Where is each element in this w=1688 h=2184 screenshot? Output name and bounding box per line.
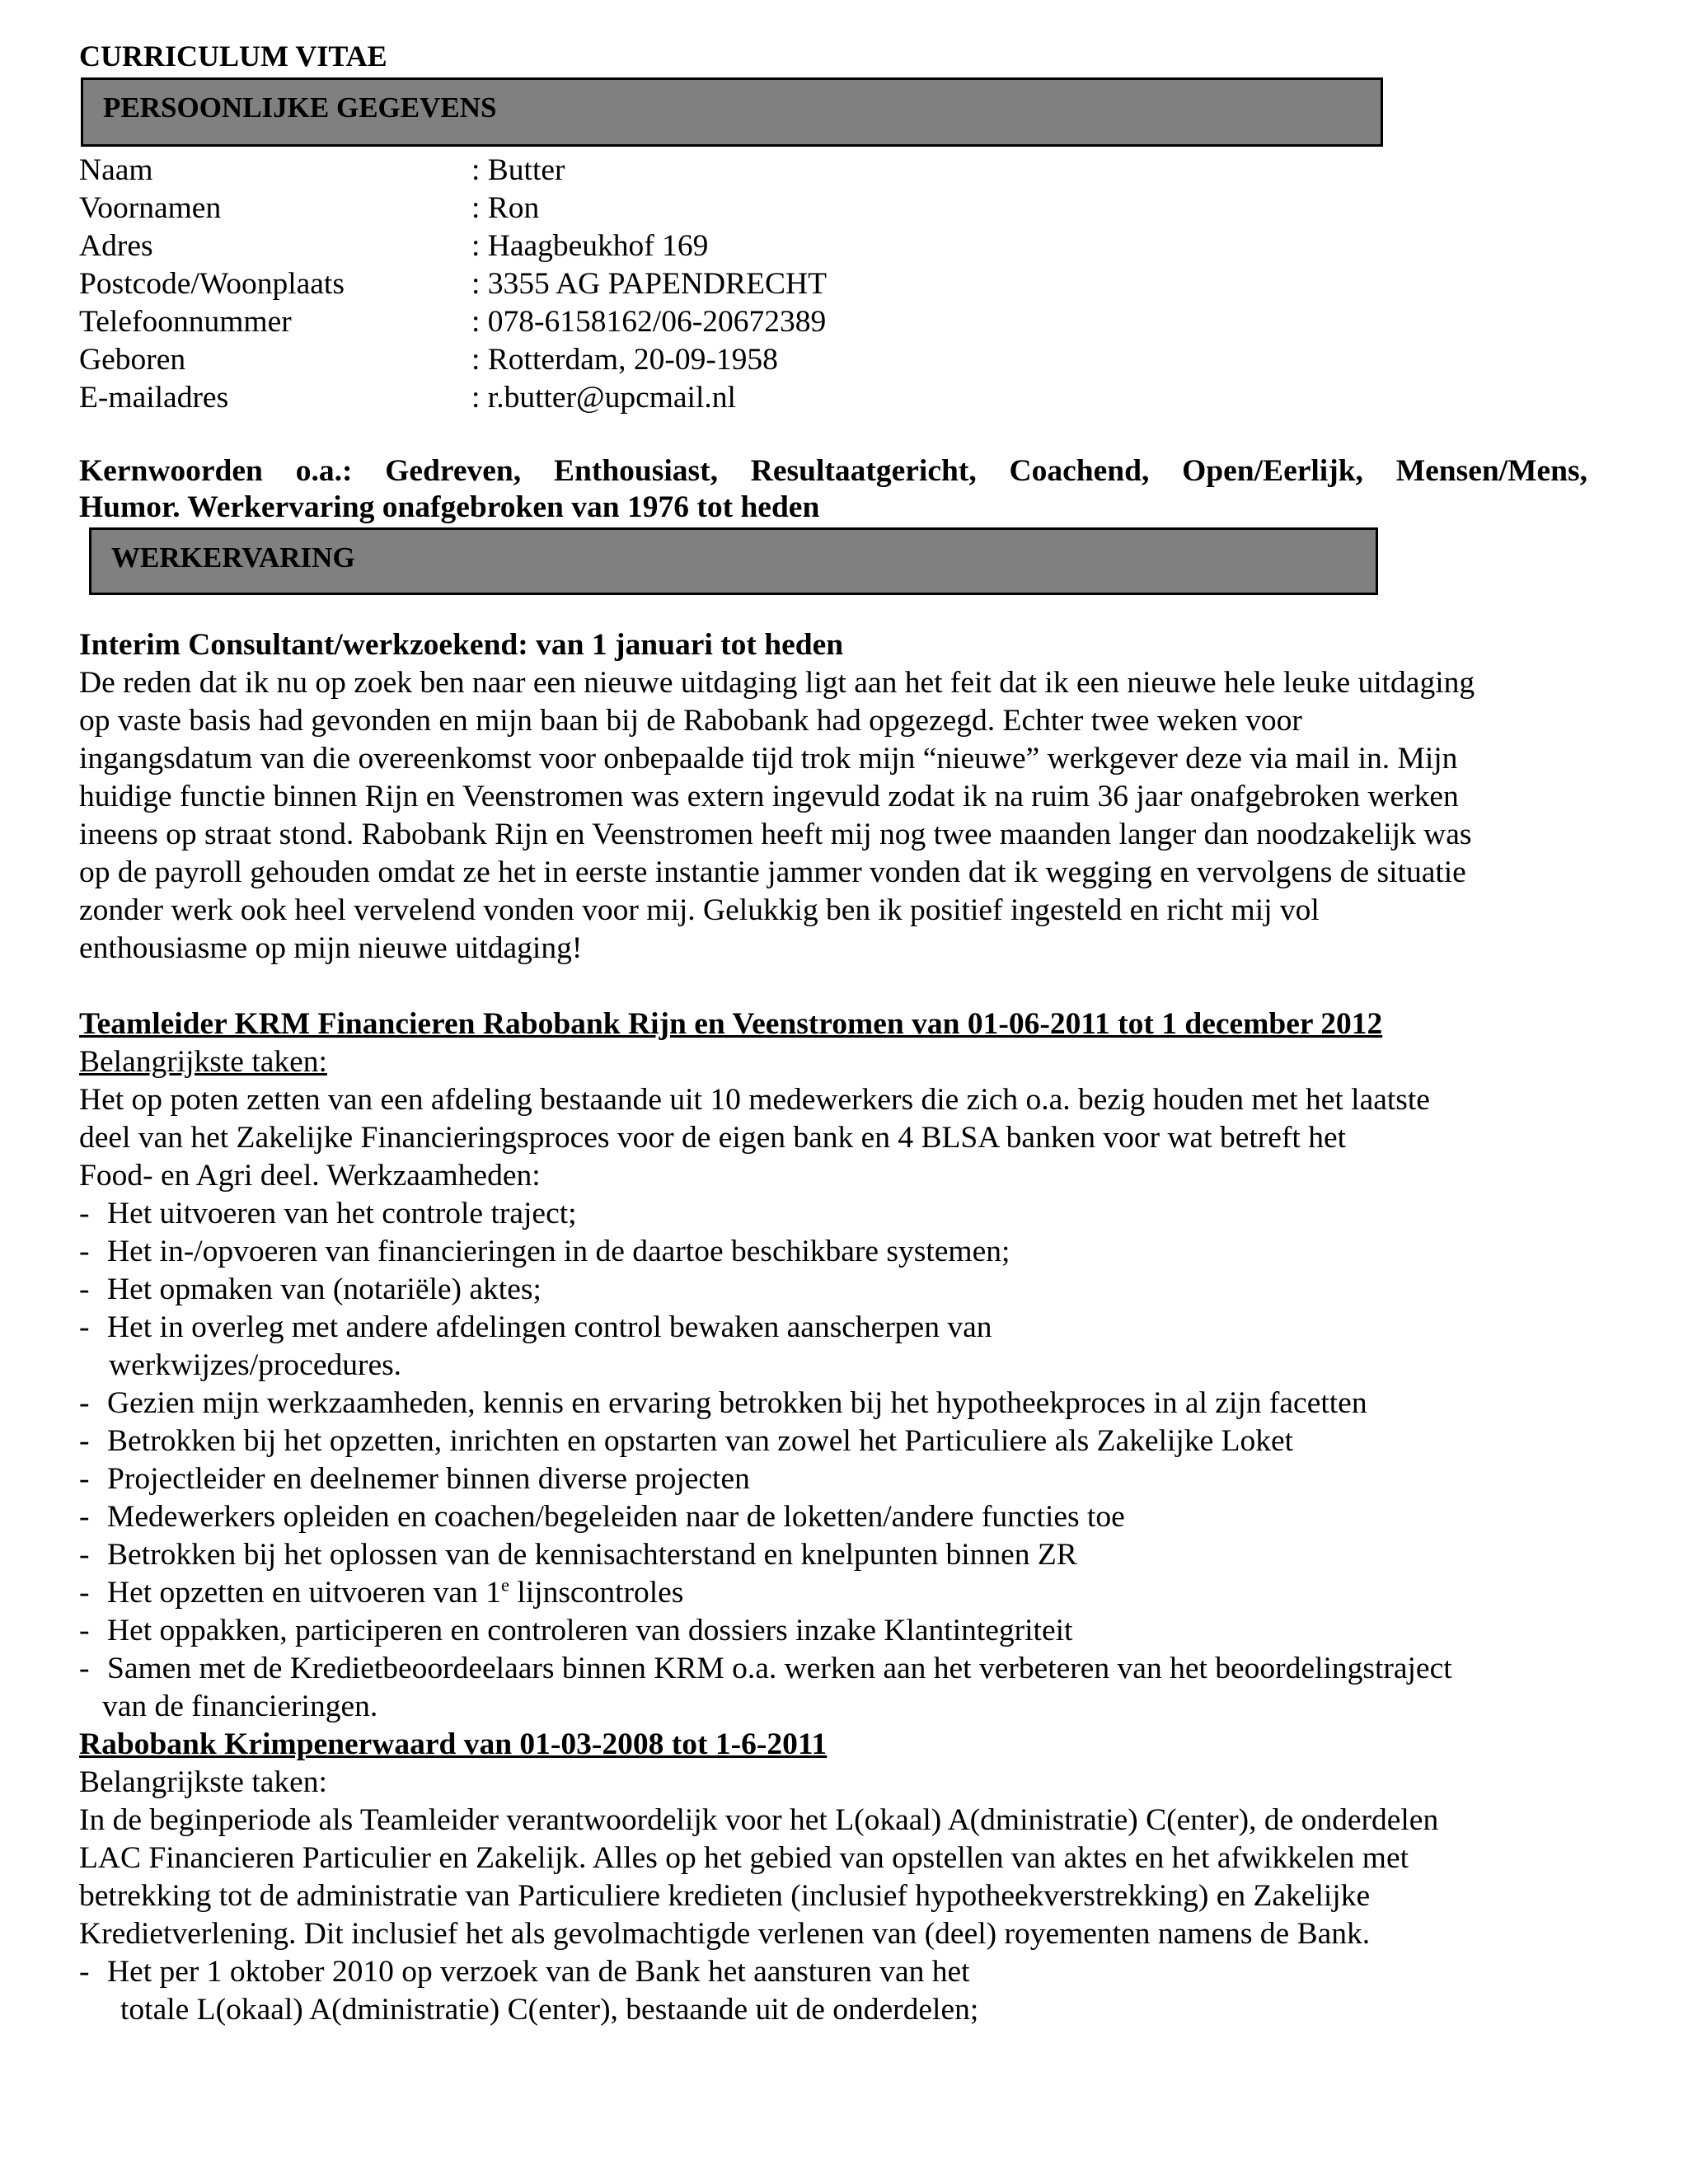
personal-row-born — [79, 341, 1587, 379]
field-value: : r.butter@upcmail.nl — [471, 381, 736, 415]
paragraph-line: Kredietverlening. Dit inclusief het als gevolmachtigde verlenen van (deel) royementen namens de Bank. — [79, 1917, 1371, 1951]
keywords — [79, 453, 1587, 526]
list-item-text: Het in-/opvoeren van financieringen in de daartoe beschikbare systemen; — [107, 1235, 1010, 1268]
list-item-text — [107, 1309, 992, 1385]
list-item-main: Het opzetten en uitvoeren van 1 — [107, 1576, 501, 1610]
tasks-heading: Belangrijkste taken: — [79, 1765, 327, 1799]
field-label: Adres — [79, 229, 153, 263]
dash: - — [79, 1652, 90, 1685]
personal-row-name — [79, 152, 1587, 190]
personal-details — [79, 152, 1587, 417]
dash: - — [79, 1538, 90, 1572]
list-item-text — [107, 1953, 978, 2029]
task-list — [79, 1195, 1587, 1726]
field-label: Postcode/Woonplaats — [79, 267, 345, 301]
list-item — [79, 1498, 1587, 1536]
dash: - — [79, 1955, 90, 1989]
field-value: : Rotterdam, 20-09-1958 — [471, 343, 778, 377]
dash: - — [79, 1310, 90, 1344]
paragraph-line: huidige functie binnen Rijn en Veenstromen was extern ingevuld zodat ik na ruim 36 jaar onafgebroken werken — [79, 780, 1459, 813]
cv-page — [79, 33, 1587, 2029]
list-item — [79, 1385, 1587, 1422]
field-label: Naam — [79, 153, 153, 187]
job-title: Teamleider KRM Financieren Rabobank Rijn en Veenstromen van 01-06-2011 tot 1 december 2012 — [79, 1007, 1383, 1041]
list-item-text: Betrokken bij het oplossen van de kennisachterstand en knelpunten binnen ZR — [107, 1538, 1077, 1572]
keywords-line-1: Kernwoorden o.a.: Gedreven, Enthousiast, Resultaatgericht, Coachend, Open/Eerlijk, Mensen/Mens, — [79, 454, 1587, 488]
tasks-heading: Belangrijkste taken: — [79, 1045, 327, 1079]
field-label: E-mailadres — [79, 381, 229, 415]
paragraph-line: betrekking tot de administratie van Particuliere kredieten (inclusief hypotheekverstrekking) en Zakelijke — [79, 1879, 1371, 1913]
list-item-text — [107, 1574, 683, 1612]
paragraph-line: op vaste basis had gevonden en mijn baan bij de Rabobank had opgezegd. Echter twee weken voor — [79, 704, 1302, 738]
field-label: Telefoonnummer — [79, 305, 292, 339]
job-interim — [79, 626, 1587, 968]
field-value: : 078-6158162/06-20672389 — [471, 305, 827, 339]
personal-row-email — [79, 379, 1587, 417]
dash: - — [79, 1197, 90, 1230]
field-value: : Ron — [471, 191, 540, 225]
list-item — [79, 1574, 1587, 1612]
dash: - — [79, 1272, 90, 1306]
paragraph-line: deel van het Zakelijke Financieringsproces voor de eigen bank en 4 BLSA banken voor wat betreft het — [79, 1121, 1347, 1155]
list-item-continuation: werkwijzes/procedures. — [109, 1348, 402, 1382]
list-item — [79, 1460, 1587, 1498]
field-value: : Haagbeukhof 169 — [471, 229, 709, 263]
list-item-text: Betrokken bij het opzetten, inrichten en opstarten van zowel het Particuliere als Zakelijke Loket — [107, 1424, 1294, 1458]
job-teamleider-krm — [79, 1005, 1587, 1726]
personal-row-address — [79, 227, 1587, 265]
list-item-text: Projectleider en deelnemer binnen diverse projecten — [107, 1462, 750, 1496]
dash: - — [79, 1576, 90, 1610]
section-header-experience: WERKERVARING — [89, 527, 1378, 595]
list-item — [79, 1536, 1587, 1574]
dash: - — [79, 1614, 90, 1647]
task-list — [79, 1953, 1587, 2029]
personal-row-phone — [79, 303, 1587, 341]
list-item-line: Samen met de Kredietbeoordeelaars binnen KRM o.a. werken aan het verbeteren van het beoordelingstraject — [107, 1652, 1452, 1685]
personal-row-firstnames — [79, 190, 1587, 227]
list-item-text: Het oppakken, participeren en controleren van dossiers inzake Klantintegriteit — [107, 1614, 1073, 1647]
dash: - — [79, 1462, 90, 1496]
list-item-text: Het uitvoeren van het controle traject; — [107, 1197, 577, 1230]
list-item — [79, 1309, 1587, 1385]
dash: - — [79, 1386, 90, 1420]
list-item-text: Gezien mijn werkzaamheden, kennis en ervaring betrokken bij het hypotheekproces in al zijn facetten — [107, 1386, 1367, 1420]
list-item-continuation: van de financieringen. — [102, 1690, 378, 1723]
list-item — [79, 1612, 1587, 1650]
dash: - — [79, 1500, 90, 1534]
paragraph-line: Het op poten zetten van een afdeling bestaande uit 10 medewerkers die zich o.a. bezig houden met het laatste — [79, 1083, 1430, 1117]
field-value: : Butter — [471, 153, 565, 187]
list-item-text: Het opmaken van (notariële) aktes; — [107, 1272, 542, 1306]
field-value: : 3355 AG PAPENDRECHT — [471, 267, 827, 301]
list-item-line: Het per 1 oktober 2010 op verzoek van de Bank het aansturen van het — [107, 1955, 970, 1989]
paragraph-line: zonder werk ook heel vervelend vonden voor mij. Gelukkig ben ik positief ingesteld en richt mij vol — [79, 893, 1320, 927]
paragraph-line: In de beginperiode als Teamleider verantwoordelijk voor het L(okaal) A(dministratie) C(enter), de onderdelen — [79, 1803, 1439, 1837]
paragraph-line: De reden dat ik nu op zoek ben naar een nieuwe uitdaging ligt aan het feit dat ik een nieuwe hele leuke uitdaging — [79, 666, 1475, 700]
list-item — [79, 1233, 1587, 1271]
list-item-rest: lijnscontroles — [509, 1576, 684, 1610]
paragraph-line: ingangsdatum van die overeenkomst voor onbepaalde tijd trok mijn “nieuwe” werkgever deze via mail in. Mijn — [79, 742, 1458, 776]
dash: - — [79, 1235, 90, 1268]
paragraph-line: op de payroll gehouden omdat ze het in eerste instantie jammer vonden dat ik wegging en vervolgens de situatie — [79, 855, 1466, 889]
list-item — [79, 1195, 1587, 1233]
job-title: Interim Consultant/werkzoekend: van 1 januari tot heden — [79, 628, 844, 662]
paragraph-line: LAC Financieren Particulier en Zakelijk. Alles op het gebied van opstellen van aktes en het afwikkelen met — [79, 1841, 1409, 1875]
list-item — [79, 1650, 1587, 1726]
field-label: Voornamen — [79, 191, 222, 225]
list-item-text — [102, 1650, 1452, 1726]
superscript: e — [500, 1574, 509, 1596]
list-item — [79, 1422, 1587, 1460]
list-item — [79, 1271, 1587, 1309]
list-item — [79, 1953, 1587, 2029]
paragraph-line: enthousiasme op mijn nieuwe uitdaging! — [79, 931, 583, 965]
field-label: Geboren — [79, 343, 186, 377]
personal-row-postcode — [79, 265, 1587, 303]
list-item-line: Het in overleg met andere afdelingen control bewaken aanscherpen van — [107, 1310, 992, 1344]
section-header-personal: PERSOONLIJKE GEGEVENS — [81, 77, 1383, 147]
document-title: CURRICULUM VITAE — [79, 40, 387, 73]
job-title: Rabobank Krimpenerwaard van 01-03-2008 tot 1-6-2011 — [79, 1727, 828, 1761]
dash: - — [79, 1424, 90, 1458]
job-krimpenerwaard — [79, 1726, 1587, 2029]
paragraph-line: Food- en Agri deel. Werkzaamheden: — [79, 1159, 541, 1193]
list-item-text: Medewerkers opleiden en coachen/begeleiden naar de loketten/andere functies toe — [107, 1500, 1125, 1534]
keywords-line-2: Humor. Werkervaring onafgebroken van 1976 tot heden — [79, 490, 820, 524]
list-item-continuation: totale L(okaal) A(dministratie) C(enter), bestaande uit de onderdelen; — [120, 1993, 979, 2027]
paragraph-line: ineens op straat stond. Rabobank Rijn en Veenstromen heeft mij nog twee maanden langer dan noodzakelijk was — [79, 818, 1472, 851]
